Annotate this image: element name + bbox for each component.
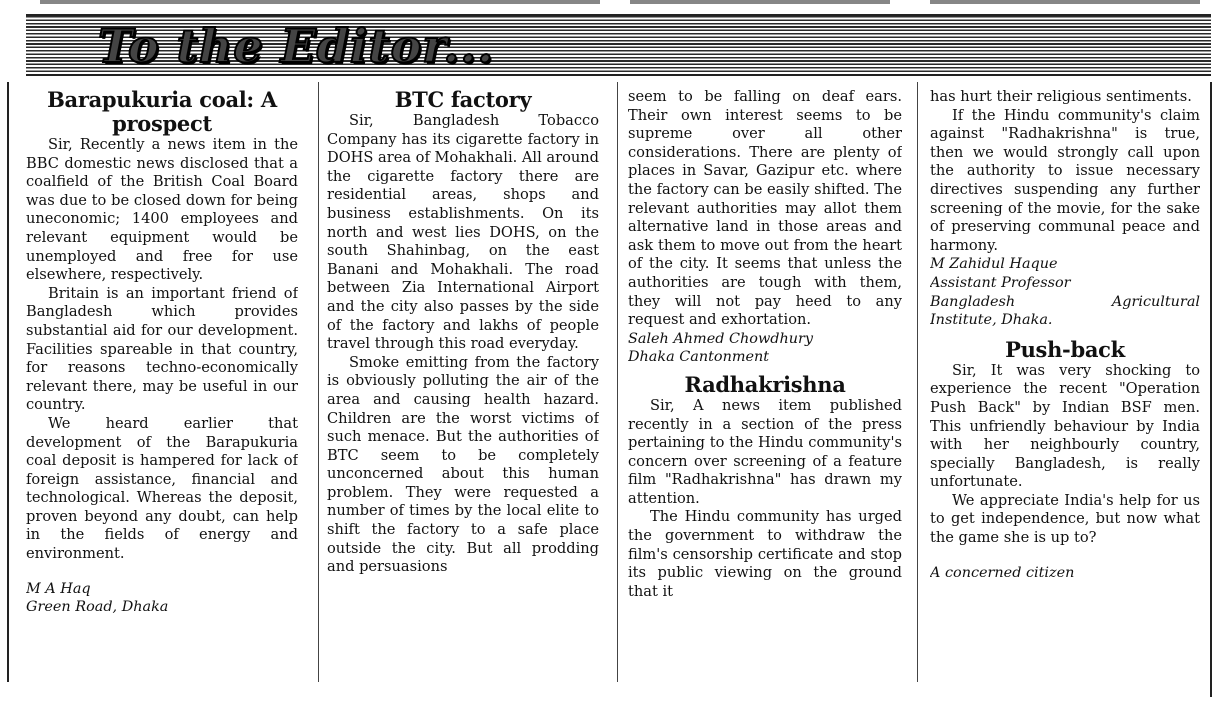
headline-pushback: Push-back bbox=[1005, 336, 1125, 362]
column-rule bbox=[318, 82, 319, 682]
headline-radhakrishna: Radhakrishna bbox=[684, 371, 846, 397]
letter-paragraph: Britain is an important friend of Bangladesh which provides substantial aid for our development. Facilities spareable in that country, for reasons techno-economically relevant there, may be useful in our country. bbox=[26, 284, 298, 414]
column-2 bbox=[327, 88, 599, 684]
signature-name: A concerned citizen bbox=[930, 564, 1075, 581]
letter-paragraph: If the Hindu community's claim against "Radhakrishna" is true, then we would strongly call upon the authority to issue necessary directives suspending any further screening of the movie, for the sake of preserving communal peace and harmony. bbox=[930, 106, 1200, 254]
section-banner bbox=[26, 14, 1211, 76]
letter-paragraph: We appreciate India's help for us to get independence, but now what the game she is up to? bbox=[930, 491, 1200, 547]
column-rule bbox=[617, 82, 618, 682]
letter-paragraph: seem to be falling on deaf ears. Their own interest seems to be supreme over all other considerations. There are plenty of places in Savar, Gazipur etc. where the factory can be easily shifted. The relevant authorities may allot them alternative land in those areas and ask them to move out from the heart of the city. It seems that unless the authorities are tough with them, they will not pay heed to any request and exhortation. bbox=[628, 88, 902, 329]
signature-organization: Bangladesh Agricultural bbox=[930, 293, 1200, 310]
signature-place: Green Road, Dhaka bbox=[26, 599, 169, 616]
right-border-rule bbox=[1210, 82, 1212, 697]
signature-place: Institute, Dhaka. bbox=[930, 312, 1053, 329]
cropped-previous-text bbox=[0, 0, 1216, 8]
signature-title: Assistant Professor bbox=[930, 274, 1071, 291]
column-3 bbox=[628, 88, 902, 684]
letter-paragraph: Smoke emitting from the factory is obviously polluting the air of the area and causing health hazard. Children are the worst victims of such menace. But the authorities of BTC seem to be completely unconcerned about this human problem. They were requested a number of times by the local elite to shift the factory to a safe place outside the city. But all prodding and persuasions bbox=[327, 353, 599, 576]
column-1 bbox=[26, 88, 298, 688]
column-4 bbox=[930, 88, 1200, 688]
letter-paragraph: We heard earlier that development of the Barapukuria coal deposit is hampered for lack of foreign assistance, financial and technological. Whereas the deposit, proven beyond any doubt, can help in the fields of energy and environment. bbox=[26, 414, 298, 563]
signature-name: M Zahidul Haque bbox=[930, 256, 1058, 273]
letter-paragraph: has hurt their religious sentiments. bbox=[930, 88, 1192, 105]
banner-title: To the Editor... bbox=[98, 19, 495, 73]
column-rule bbox=[917, 82, 918, 682]
letter-paragraph: Sir, Recently a news item in the BBC domestic news disclosed that a coalfield of the British Coal Board was due to be closed down for being uneconomic; 1400 employees and relevant equipment would be unemployed and free for use elsewhere, respectively. bbox=[26, 136, 298, 284]
signature-place: Dhaka Cantonment bbox=[628, 349, 770, 366]
signature-name: Saleh Ahmed Chowdhury bbox=[628, 330, 814, 347]
headline-btc: BTC factory bbox=[394, 88, 532, 112]
left-border-rule bbox=[7, 82, 9, 682]
letter-paragraph: Sir, A news item published recently in a section of the press pertaining to the Hindu community's concern over screening of a feature film "Radhakrishna" has drawn my attention. bbox=[628, 396, 902, 507]
letter-paragraph: Sir, It was very shocking to experience the recent "Operation Push Back" by Indian BSF men. This unfriendly behaviour by India with her neighbourly country, specially Bangladesh, is really unfortunate. bbox=[930, 361, 1200, 491]
signature-name: M A Haq bbox=[26, 580, 91, 597]
headline-barapukuria: Barapukuria coal: A prospect bbox=[47, 88, 277, 136]
letter-paragraph: The Hindu community has urged the government to withdraw the film's censorship certificate and stop its public viewing on the ground that it bbox=[628, 508, 902, 600]
letter-paragraph: Sir, Bangladesh Tobacco Company has its cigarette factory in DOHS area of Mohakhali. All around the cigarette factory there are residential areas, shops and business establishments. On its north and west lies DOHS, on the south Shahinbag, on the east Banani and Mohakhali. The road between Zia International Airport and the city also passes by the side of the factory and lakhs of people travel through this road everyday. bbox=[327, 112, 599, 353]
